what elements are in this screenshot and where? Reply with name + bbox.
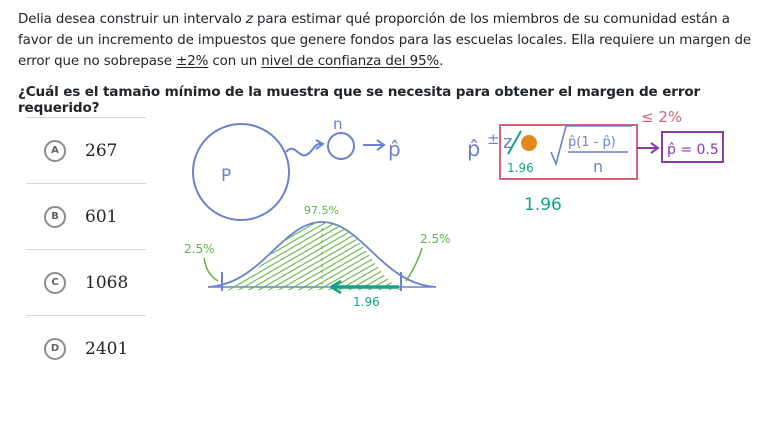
plus-minus-sign: ± — [487, 130, 500, 148]
confidence-level: nivel de confianza del 95% — [261, 54, 440, 69]
problem-text: Delia desea construir un intervalo — [18, 12, 246, 27]
margin-bound-label: ≤ 2% — [641, 108, 683, 126]
choice-value: 2401 — [85, 338, 129, 359]
question-text: ¿Cuál es el tamaño mínimo de la muestra que se necesita para obtener el margen de error requerido? — [18, 84, 701, 116]
radicand-denominator: n — [593, 157, 604, 176]
choice-letter-icon: C — [44, 272, 66, 294]
population-label: P — [221, 166, 232, 186]
p-hat-value: p̂ = 0.5 — [667, 142, 719, 158]
right-tail-label: 2.5% — [420, 232, 451, 246]
sample-size-label: n — [333, 115, 343, 133]
choice-letter-icon: B — [44, 206, 66, 228]
problem-text: . — [439, 54, 444, 69]
sample-proportion-label: p̂ — [388, 137, 401, 161]
problem-text: con un — [208, 54, 262, 69]
problem-text: para estimar qué proporción de los miembros de su comunidad están a favor de un incremento de impuestos que genere fondos para las escuelas locales. Ella requiere un margen de error que no sobrepase — [18, 12, 752, 69]
formula-phat: p̂ — [467, 137, 481, 161]
z-value-label: 1.96 — [507, 161, 534, 175]
z-star-label: z — [503, 132, 513, 153]
pointer-icon — [406, 248, 422, 281]
choice-value: 1068 — [85, 272, 129, 293]
radicand-numerator: p̂(1 - p̂) — [568, 135, 616, 150]
cursor-dot-icon — [521, 135, 537, 151]
choice-letter-icon: A — [44, 140, 66, 162]
left-tail-label: 2.5% — [184, 242, 215, 256]
area-label: 97.5% — [304, 204, 339, 217]
z-variable: z — [245, 12, 253, 27]
margin-of-error: ±2% — [176, 54, 209, 69]
population-circle — [193, 124, 289, 220]
z-value-note: 1.96 — [524, 195, 562, 215]
shaded-region — [222, 220, 401, 290]
choice-letter-icon: D — [44, 338, 66, 360]
choice-value: 601 — [85, 206, 118, 227]
sample-circle — [328, 133, 354, 159]
choice-value: 267 — [85, 140, 118, 161]
z-arrow-label: 1.96 — [353, 295, 380, 309]
pointer-icon — [204, 258, 218, 281]
